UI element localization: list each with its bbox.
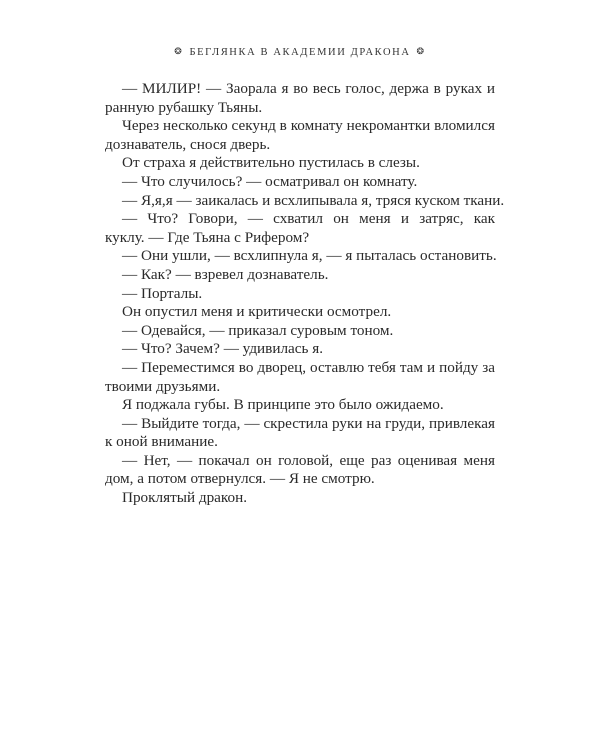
text-line: дом, а потом отвернулся. — Я не смотрю. [105,470,375,488]
text-line: Он опустил меня и критически осмотрел. [122,303,392,321]
text-line: — Нет, — покачал он головой, еще раз оценивая меня [122,451,495,469]
text-line: куклу. — Где Тьяна с Рифером? [105,228,310,246]
text-line: твоими друзьями. [105,377,221,395]
text-line: — Что? Говори, — схватил он меня и затряс, как [122,210,495,228]
text-line: — МИЛИР! — Заорала я во весь голос, держа в руках и [122,80,495,97]
text-line: От страха я действительно пустилась в слезы. [122,154,420,172]
text-line: — Они ушли, — всхлипнула я, — я пыталась остановить. [122,247,497,265]
text-line: Я поджала губы. В принципе это было ожидаемо. [122,396,444,414]
ornament-right-icon: ❂ [416,46,426,56]
text-line: — Что случилось? — осматривал он комнату. [122,172,418,190]
text-line: к оной внимание. [105,433,218,451]
text-line: дознаватель, снося дверь. [105,135,271,153]
text-line: — Выйдите тогда, — скрестила руки на груди, привлекая [122,414,495,432]
text-line: — Одевайся, — приказал суровым тоном. [122,321,394,339]
text-line: Проклятый дракон. [122,489,248,507]
body-text [105,80,505,508]
text-line: — Что? Зачем? — удивилась я. [122,340,324,358]
text-line: ранную рубашку Тьяны. [105,98,263,116]
running-head-title: БЕГЛЯНКА В АКАДЕМИИ ДРАКОНА [189,47,411,58]
text-line: — Порталы. [122,284,203,302]
text-line: — Переместимся во дворец, оставлю тебя там и пойду за [122,358,495,376]
text-line: Через несколько секунд в комнату некромантки вломился [122,117,495,135]
ornament-left-icon: ❂ [174,46,184,56]
text-line: — Я,я,я — заикалась и всхлипывала я, тряся куском ткани. [122,191,505,209]
text-line: — Как? — взревел дознаватель. [122,265,329,283]
running-head [0,46,600,58]
